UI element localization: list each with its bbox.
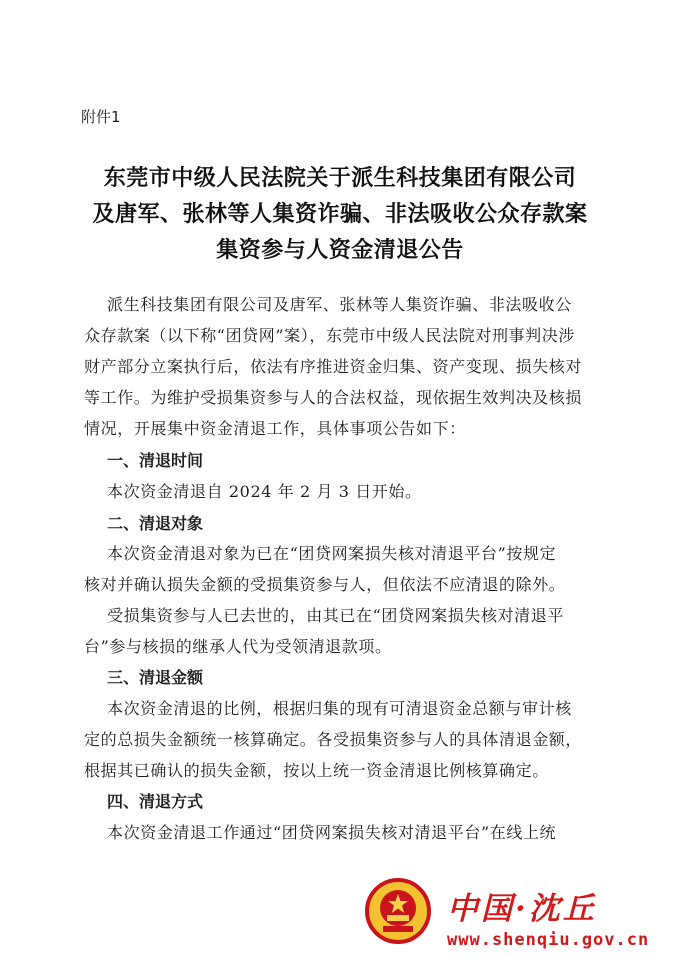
- section-text: 核对并确认损失金额的受损集资参与人，但依法不应清退的除外。: [84, 575, 566, 594]
- intro-line: 等工作。为维护受损集资参与人的合法权益，现依据生效判决及核损: [84, 388, 583, 407]
- section-text: 本次资金清退的比例，根据归集的现有可清退资金总额与审计核: [107, 699, 572, 718]
- section-heading-method: 四、清退方式: [107, 792, 204, 811]
- intro-line: 派生科技集团有限公司及唐军、张林等人集资诈骗、非法吸收公: [107, 295, 572, 314]
- section-text: 台”参与核损的继承人代为受领清退款项。: [84, 637, 392, 656]
- intro-line: 财产部分立案执行后，依法有序推进资金归集、资产变现、损失核对: [84, 357, 583, 376]
- national-emblem-icon: [365, 878, 431, 944]
- section-text: 本次资金清退对象为已在“团贷网案损失核对清退平台”按规定: [107, 544, 557, 563]
- section-heading-time: 一、清退时间: [107, 451, 204, 470]
- intro-line: 情况，开展集中资金清退工作，具体事项公告如下：: [84, 419, 466, 438]
- section-text: 定的总损失金额统一核算确定。各受损集资参与人的具体清退金额，: [84, 730, 583, 749]
- section-text: 根据其已确认的损失金额，按以上统一资金清退比例核算确定。: [84, 761, 549, 780]
- intro-line: 众存款案（以下称“团贷网”案），东莞市中级人民法院对刑事判决涉: [84, 326, 575, 345]
- section-heading-amount: 三、清退金额: [107, 668, 204, 687]
- section-text: 本次资金清退自 2024 年 2 月 3 日开始。: [107, 482, 422, 501]
- title-line-3: 集资参与人资金清退公告: [216, 237, 464, 263]
- attachment-label: 附件1: [81, 108, 121, 126]
- watermark-url: www.shenqiu.gov.cn: [447, 930, 650, 950]
- watermark-brand: 中国·沈丘: [447, 891, 597, 927]
- section-heading-target: 二、清退对象: [107, 514, 204, 533]
- title-line-2: 及唐军、张林等人集资诈骗、非法吸收公众存款案: [92, 201, 588, 227]
- title-line-1: 东莞市中级人民法院关于派生科技集团有限公司: [103, 165, 577, 191]
- section-text: 本次资金清退工作通过“团贷网案损失核对清退平台”在线上统: [107, 823, 557, 842]
- section-text: 受损集资参与人已去世的，由其已在“团贷网案损失核对清退平: [107, 606, 564, 625]
